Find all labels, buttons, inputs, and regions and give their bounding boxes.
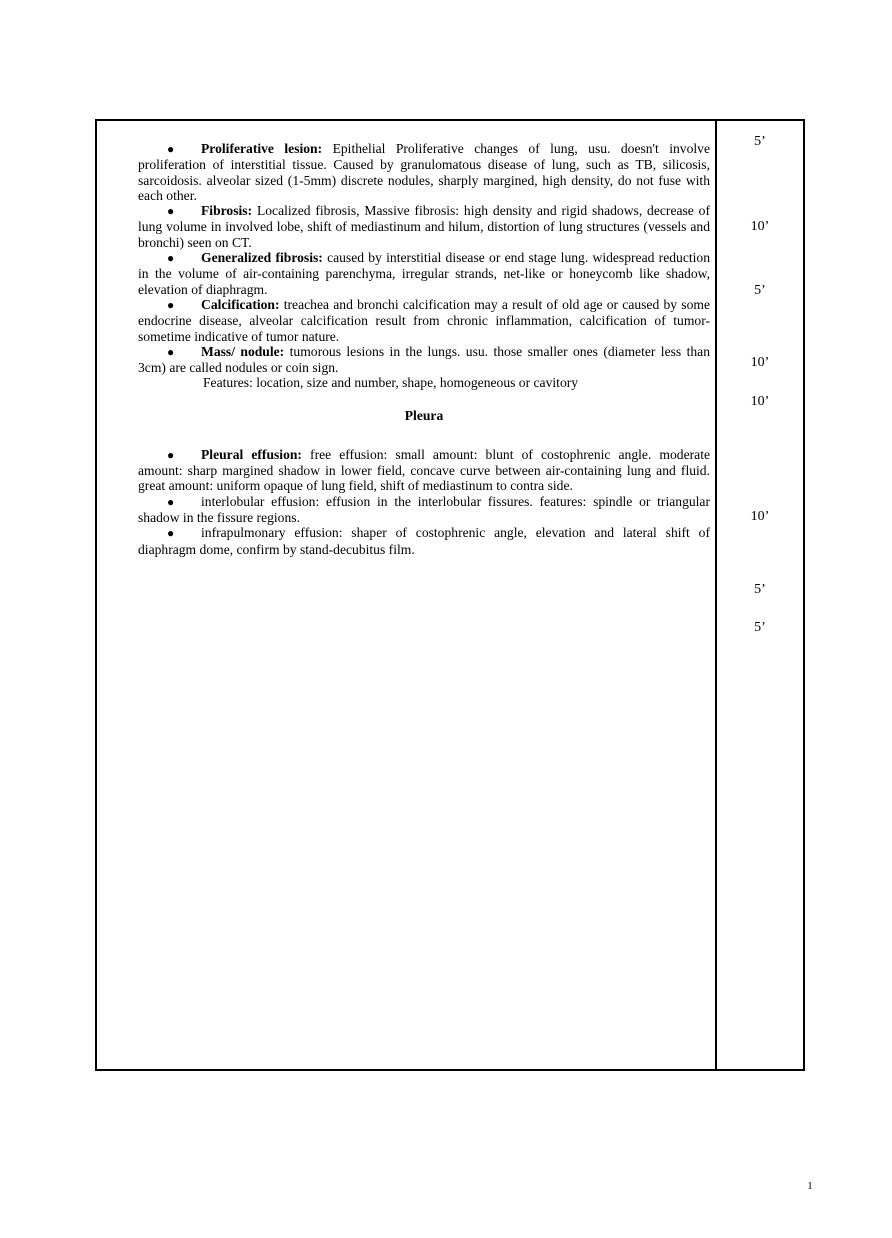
bullet-icon: ● bbox=[167, 344, 175, 359]
term: Pleural effusion: bbox=[201, 446, 302, 462]
bullet-icon: ● bbox=[167, 447, 175, 462]
description: free effusion: small amount: blunt of costophrenic angle. moderate amount: sharp margined shadow in lower field, concave curve between air-containing lung and fluid. great amount: uniform opaque of lung field, shift of mediastinum to contra side. bbox=[138, 446, 711, 494]
time-mark: 10’ bbox=[750, 509, 770, 524]
description: tumorous lesions in the lungs. usu. those smaller ones (diameter less than 3cm) are called nodules or coin sign. bbox=[138, 343, 711, 376]
description: infrapulmonary effusion: shaper of costophrenic angle, elevation and lateral shift of diaphragm dome, confirm by stand-decubitus film. bbox=[138, 525, 710, 557]
time-mark: 10’ bbox=[750, 394, 770, 409]
features-line: Features: location, size and number, shape, homogeneous or cavitory bbox=[203, 375, 579, 391]
term: Generalized fibrosis: bbox=[201, 250, 323, 266]
list-item-proliferative bbox=[138, 141, 710, 203]
time-mark: 10’ bbox=[750, 219, 770, 234]
description: treachea and bronchi calcification may a result of old age or caused by some endocrine disease, alveolar calcification result from chronic inflammation, calcification of tumor-sometime indicative of tumor nature. bbox=[138, 296, 710, 344]
content-column bbox=[138, 141, 710, 557]
list-item-interlobular-effusion bbox=[138, 494, 710, 526]
description: caused by interstitial disease or end stage lung. widespread reduction in the volume of air-containing parenchyma, irregular strands, net-like or honeycomb like shadow, elevation of diaphragm. bbox=[138, 250, 710, 297]
time-mark: 5’ bbox=[754, 283, 766, 298]
list-item-pleural-effusion bbox=[138, 447, 710, 494]
bullet-icon: ● bbox=[167, 494, 175, 509]
term: Proliferative lesion: bbox=[201, 141, 323, 156]
description: Localized fibrosis, Massive fibrosis: high density and rigid shadows, decrease of lung volume in involved lobe, shift of mediastinum and hilum, distortion of lung structures (vessels and bronchi) seen on CT. bbox=[138, 203, 710, 250]
page-number: 1 bbox=[807, 1180, 813, 1192]
list-item-infrapulmonary-effusion bbox=[138, 525, 710, 557]
list-item-fibrosis bbox=[138, 203, 710, 250]
bullet-icon: ● bbox=[167, 204, 175, 219]
term: Fibrosis: bbox=[201, 203, 253, 219]
list-item-mass-nodule bbox=[138, 344, 710, 376]
lesson-table bbox=[95, 119, 805, 1071]
list-item-generalized-fibrosis bbox=[138, 250, 710, 297]
term: Calcification: bbox=[201, 296, 280, 312]
section-heading-pleura: Pleura bbox=[404, 407, 444, 423]
bullet-icon: ● bbox=[167, 297, 175, 312]
description: interlobular effusion: effusion in the interlobular fissures. features: spindle or triangular shadow in the fissure regions. bbox=[138, 493, 710, 525]
bullet-icon: ● bbox=[167, 251, 175, 266]
description: Epithelial Proliferative changes of lung, usu. doesn't involve proliferation of interstitial tissue. Caused by granulomatous disease of lung, such as TB, silicosis, sarcoidosis. alveolar sized (1-5mm) discrete nodules, sharply margined, high density, do not fuse with each other. bbox=[138, 141, 710, 203]
bullet-icon: ● bbox=[167, 142, 175, 156]
time-column bbox=[717, 121, 803, 1069]
time-mark: 5’ bbox=[754, 582, 766, 597]
time-mark: 5’ bbox=[754, 134, 766, 149]
list-item-calcification bbox=[138, 297, 710, 344]
term: Mass/ nodule: bbox=[201, 343, 285, 359]
time-mark: 5’ bbox=[754, 620, 766, 635]
bullet-icon: ● bbox=[167, 526, 175, 541]
time-mark: 10’ bbox=[750, 355, 770, 370]
